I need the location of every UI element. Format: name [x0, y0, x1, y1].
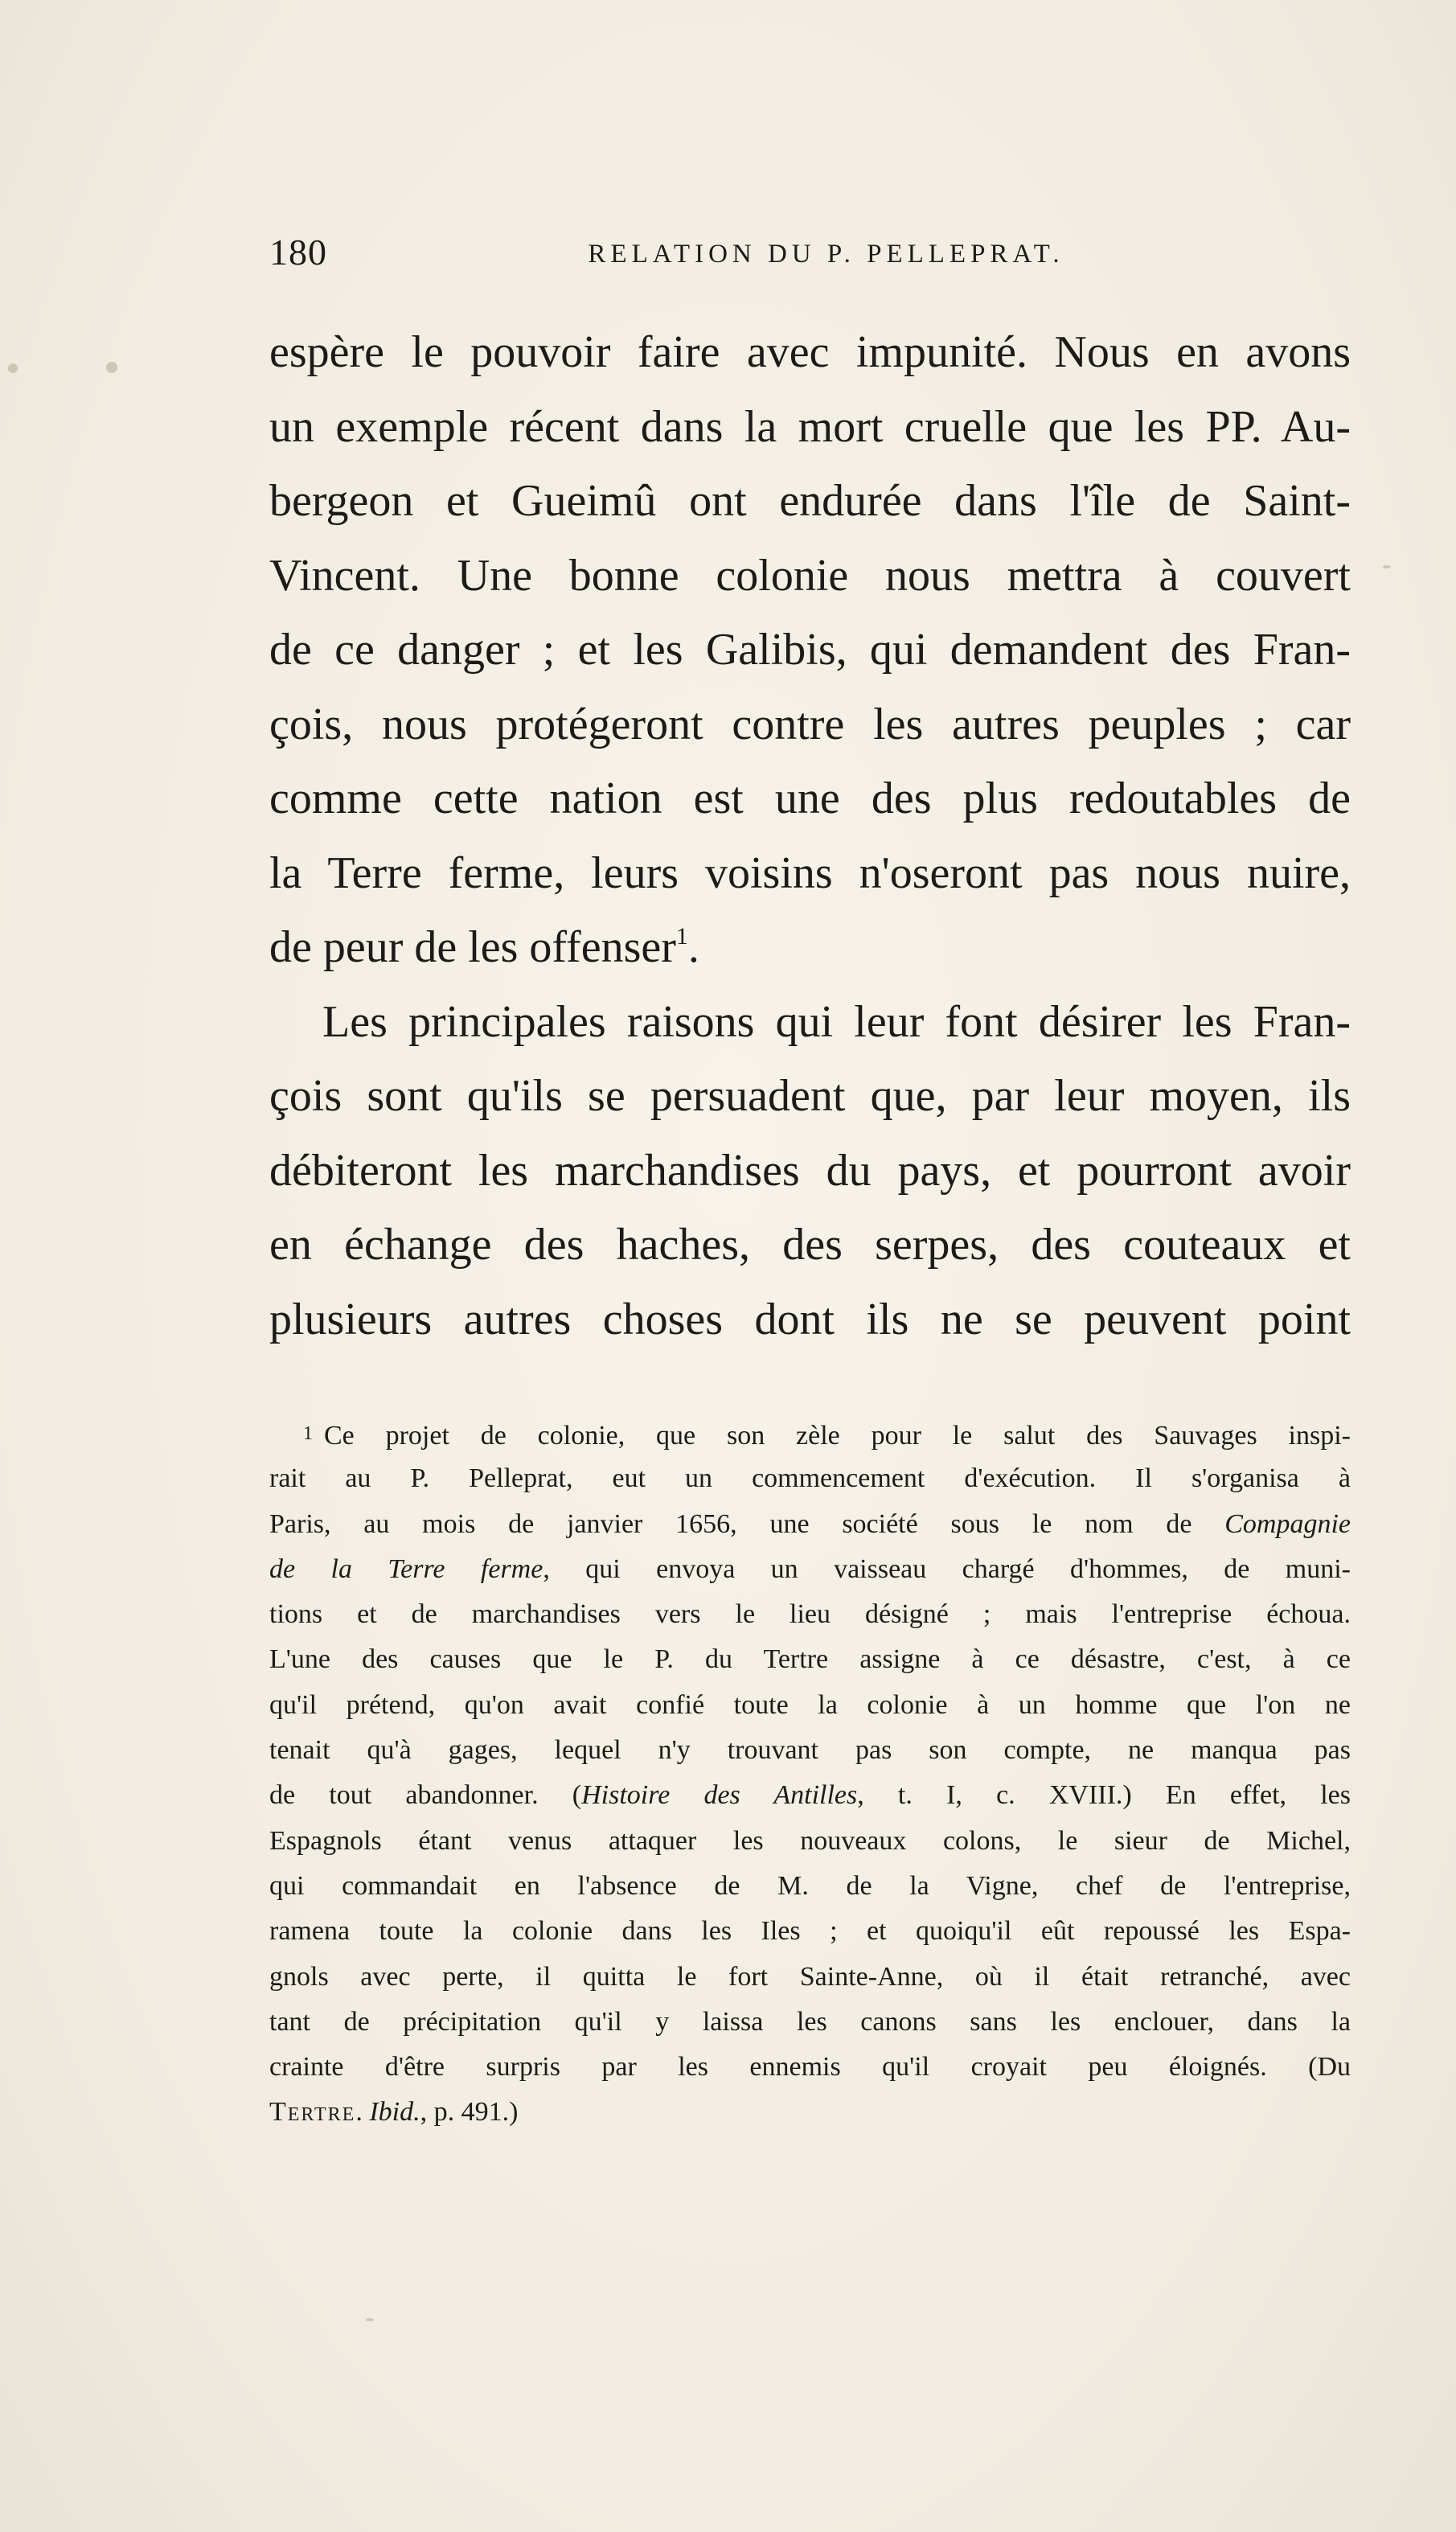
body-line — [269, 910, 1351, 985]
body-line: plusieurs autres choses dont ils ne se peuvent point — [269, 1294, 1351, 1344]
footnote-line: gnols avec perte, il quitta le fort Sainte-Anne, où il était retranché, avec — [269, 1961, 1351, 1992]
running-head-title: RELATION DU P. PELLEPRAT. — [588, 240, 1064, 269]
paper-speck — [1383, 565, 1391, 568]
body-line: comme cette nation est une des plus redoutables de — [269, 774, 1351, 823]
body-line: Les principales raisons qui leur font désirer les Fran- — [322, 996, 1351, 1047]
footnote-line — [269, 1547, 1351, 1592]
paper-speck — [8, 363, 18, 373]
body-line-punct: . — [687, 922, 699, 972]
footnote-text: Paris, au mois de janvier 1656, une société sous le nom de — [269, 1508, 1192, 1539]
body-line: Vincent. Une bonne colonie nous mettra à couvert — [269, 550, 1351, 601]
footnote-line — [269, 2090, 1351, 2135]
footnote-text: Ce projet de colonie, que son zèle pour le salut des Sauvages inspi- — [324, 1421, 1351, 1451]
body-line-text: de peur de les offenser — [269, 922, 676, 972]
footnote-line: crainte d'être surpris par les ennemis qu'il croyait peu éloignés. (Du — [269, 2052, 1351, 2083]
footnote-italic: Histoire des Antilles — [581, 1780, 858, 1811]
footnote-reference[interactable]: 1 — [675, 923, 688, 950]
page-number: 180 — [269, 232, 327, 273]
footnote-text: , qui envoya un vaisseau chargé d'hommes, de muni- — [543, 1553, 1351, 1584]
paper-speck — [106, 362, 117, 373]
footnote-author: Tertre — [269, 2097, 356, 2128]
footnote-italic: Compagnie — [1224, 1508, 1351, 1539]
footnote-line: tions et de marchandises vers le lieu désigné ; mais l'entreprise échoua. — [269, 1599, 1351, 1630]
footnote-block — [269, 1411, 1351, 2136]
footnote-line: rait au P. Pelleprat, eut un commencement d'exécution. Il s'organisa à — [269, 1463, 1351, 1494]
footnote-text: , t. I, c. XVIII.) En effet, les — [857, 1780, 1351, 1811]
footnote-number: 1 — [303, 1423, 313, 1444]
body-line: espère le pouvoir faire avec impunité. Nous en avons — [269, 327, 1351, 377]
footnote-line: qu'il prétend, qu'on avait confié toute la colonie à un homme que l'on ne — [269, 1689, 1351, 1720]
footnote-line: Espagnols étant venus attaquer les nouveaux colons, le sieur de Michel, — [269, 1825, 1351, 1856]
body-line: de ce danger ; et les Galibis, qui demandent des Fran- — [269, 625, 1351, 675]
body-line: çois sont qu'ils se persuadent que, par leur moyen, ils — [269, 1071, 1351, 1121]
footnote-line — [269, 1773, 1351, 1818]
footnote-line: qui commandait en l'absence de M. de la Vigne, chef de l'entreprise, — [269, 1870, 1351, 1901]
body-line: débiteront les marchandises du pays, et pourront avoir — [269, 1145, 1351, 1196]
running-head — [269, 232, 1351, 273]
body-line: en échange des haches, des serpes, des couteaux et — [269, 1220, 1351, 1270]
footnote-text: . — [355, 2097, 370, 2128]
footnote-italic: Ibid. — [369, 2097, 420, 2128]
body-line: la Terre ferme, leurs voisins n'oseront pas nous nuire, — [269, 847, 1351, 898]
footnote-line — [269, 1502, 1351, 1547]
footnote-text: , p. 491.) — [420, 2097, 519, 2128]
body-text — [269, 315, 1351, 1356]
footnote-text: de tout abandonner. ( — [269, 1780, 582, 1811]
footnote-line: tenait qu'à gages, lequel n'y trouvant pas son compte, ne manqua pas — [269, 1735, 1351, 1766]
paper-speck — [366, 2318, 374, 2321]
footnote-line — [269, 1411, 1351, 1456]
footnote-line: tant de précipitation qu'il y laissa les canons sans les enclouer, dans la — [269, 2006, 1351, 2037]
body-line: un exemple récent dans la mort cruelle que les PP. Au- — [269, 401, 1351, 452]
body-line: bergeon et Gueimû ont endurée dans l'île de Saint- — [269, 476, 1351, 526]
body-line: çois, nous protégeront contre les autres peuples ; car — [269, 699, 1351, 749]
footnote-italic: de la Terre ferme — [269, 1553, 543, 1584]
footnote-line: L'une des causes que le P. du Tertre assigne à ce désastre, c'est, à ce — [269, 1644, 1351, 1675]
footnote-line: ramena toute la colonie dans les Iles ; et quoiqu'il eût repoussé les Espa- — [269, 1916, 1351, 1947]
